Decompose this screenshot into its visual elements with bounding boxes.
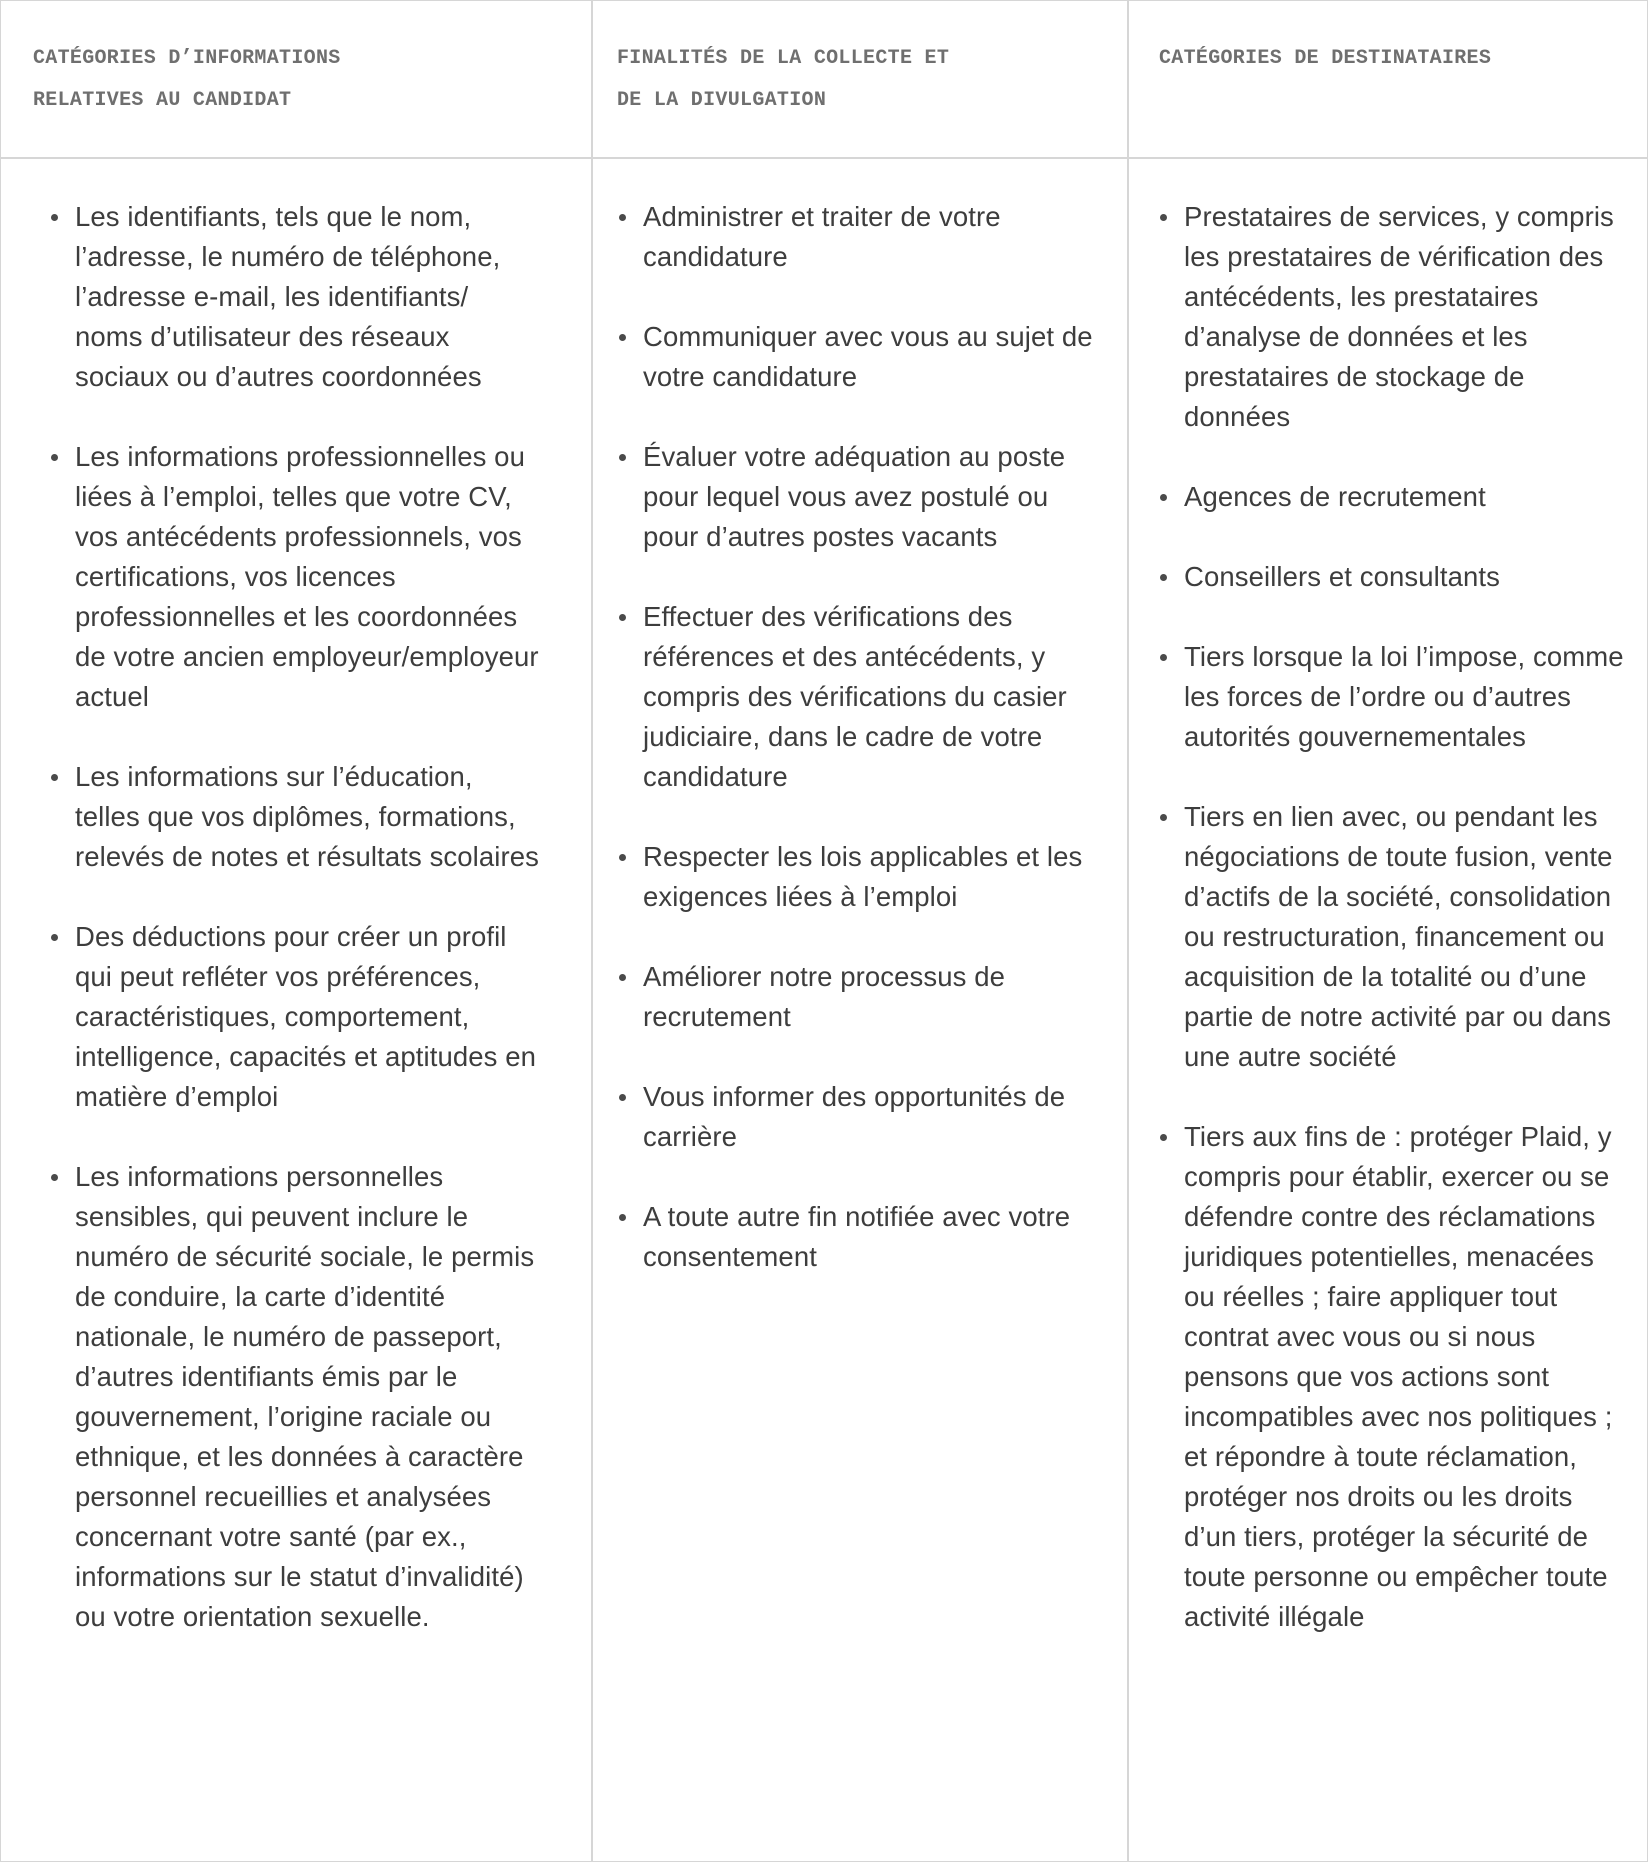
list-item: Prestataires de services, y compris les prestataires de vérification des antécédents, les prestataires d’analyse de données et les prestataires de stockage de données [1184, 197, 1631, 437]
header-line: CATÉGORIES D’INFORMATIONS [33, 47, 341, 70]
bullet-list [75, 197, 543, 1637]
list-item: Effectuer des vérifications des références et des antécédents, y compris des vérifications du casier judiciaire, dans le cadre de votre candidature [643, 597, 1107, 797]
list-item: Communiquer avec vous au sujet de votre candidature [643, 317, 1107, 397]
header-candidate-info-categories [1, 1, 593, 159]
list-item: Évaluer votre adéquation au poste pour lequel vous avez postulé ou pour d’autres postes vacants [643, 437, 1107, 557]
header-line: RELATIVES AU CANDIDAT [33, 89, 292, 112]
list-item: Agences de recrutement [1184, 477, 1631, 517]
header-purposes [593, 1, 1129, 159]
list-item: A toute autre fin notifiée avec votre consentement [643, 1197, 1107, 1277]
list-item: Des déductions pour créer un profil qui peut refléter vos préférences, caractéristiques, comportement, intelligence, capacités et aptitudes en matière d’emploi [75, 917, 543, 1117]
header-line: FINALITÉS DE LA COLLECTE ET [617, 47, 950, 70]
column-purposes [593, 159, 1129, 1861]
column-recipients [1129, 159, 1647, 1861]
list-item: Vous informer des opportunités de carrière [643, 1077, 1107, 1157]
list-item: Les informations sur l’éducation, telles que vos diplômes, formations, relevés de notes et résultats scolaires [75, 757, 543, 877]
header-line: CATÉGORIES DE DESTINATAIRES [1159, 47, 1492, 70]
list-item: Tiers lorsque la loi l’impose, comme les forces de l’ordre ou d’autres autorités gouvernementales [1184, 637, 1631, 757]
column-candidate-info [1, 159, 593, 1861]
list-item: Conseillers et consultants [1184, 557, 1631, 597]
list-item: Administrer et traiter de votre candidature [643, 197, 1107, 277]
list-item: Tiers aux fins de : protéger Plaid, y compris pour établir, exercer ou se défendre contre des réclamations juridiques potentielles, menacées ou réelles ; faire appliquer tout contrat avec vous ou si nous pensons que vos actions sont incompatibles avec nos politiques ; et répondre à toute réclamation, protéger nos droits ou les droits d’un tiers, protéger la sécurité de toute personne ou empêcher toute activité illégale [1184, 1117, 1631, 1637]
list-item: Les identifiants, tels que le nom, l’adresse, le numéro de téléphone, l’adresse e-mail, les identifiants/ noms d’utilisateur des réseaux sociaux ou d’autres coordonnées [75, 197, 543, 397]
list-item: Les informations professionnelles ou liées à l’emploi, telles que votre CV, vos antécédents professionnels, vos certifications, vos licences professionnelles et les coordonnées de votre ancien employeur/employeur actuel [75, 437, 543, 717]
header-line: DE LA DIVULGATION [617, 89, 827, 112]
header-recipient-categories [1129, 1, 1647, 159]
list-item: Tiers en lien avec, ou pendant les négociations de toute fusion, vente d’actifs de la société, consolidation ou restructuration, financement ou acquisition de la totalité ou d’une partie de notre activité par ou dans une autre société [1184, 797, 1631, 1077]
bullet-list [1184, 197, 1631, 1637]
bullet-list [643, 197, 1107, 1277]
list-item: Respecter les lois applicables et les exigences liées à l’emploi [643, 837, 1107, 917]
list-item: Les informations personnelles sensibles, qui peuvent inclure le numéro de sécurité sociale, le permis de conduire, la carte d’identité nationale, le numéro de passeport, d’autres identifiants émis par le gouvernement, l’origine raciale ou ethnique, et les données à caractère personnel recueillies et analysées concernant votre santé (par ex., informations sur le statut d’invalidité) ou votre orientation sexuelle. [75, 1157, 543, 1637]
list-item: Améliorer notre processus de recrutement [643, 957, 1107, 1037]
